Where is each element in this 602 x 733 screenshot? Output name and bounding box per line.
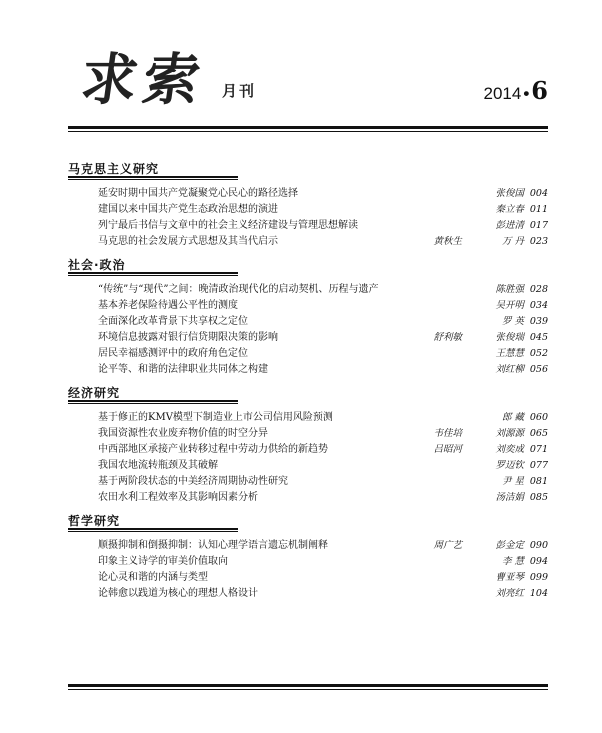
toc-entry[interactable]	[68, 458, 548, 474]
section-header	[68, 384, 548, 410]
toc-entry[interactable]	[68, 314, 548, 330]
article-page: 081	[529, 476, 548, 487]
article-author: 曹亚琴	[495, 572, 524, 583]
section-title: 社会·政治	[68, 258, 126, 272]
toc-entry[interactable]	[68, 234, 548, 250]
article-title: 顺摄抑制和倒摄抑制：认知心理学语言遗忘机制阐释	[98, 540, 328, 551]
article-title: 基本养老保险待遇公平性的测度	[98, 300, 238, 311]
section-rule	[68, 400, 238, 402]
article-author: 张俊国	[495, 188, 524, 199]
article-author: 万 丹	[501, 236, 524, 247]
bottom-rule-thin	[68, 689, 548, 690]
article-author: 彭进清	[495, 220, 524, 231]
toc-entry[interactable]	[68, 298, 548, 314]
article-title: 我国农地流转瓶颈及其破解	[98, 460, 218, 471]
article-page: 023	[529, 236, 548, 247]
section-title: 哲学研究	[68, 514, 121, 528]
section-rule-thin	[68, 179, 238, 180]
toc-entry[interactable]	[68, 490, 548, 506]
toc-entry[interactable]	[68, 202, 548, 218]
article-page: 052	[529, 348, 548, 359]
article-author: 罗迈钦	[495, 460, 524, 471]
article-title: 中西部地区承接产业转移过程中劳动力供给的新趋势	[98, 444, 328, 455]
toc-section	[68, 160, 548, 250]
article-page: 034	[529, 300, 548, 311]
section-title: 马克思主义研究	[68, 162, 160, 176]
issue-separator-dot: •	[523, 84, 530, 103]
toc-entry[interactable]	[68, 426, 548, 442]
article-title: 基于两阶段状态的中美经济周期协动性研究	[98, 476, 288, 487]
toc-entry[interactable]	[68, 218, 548, 234]
masthead	[68, 22, 548, 122]
toc-entry[interactable]	[68, 346, 548, 362]
section-rule	[68, 272, 238, 274]
article-author: 李 慧	[501, 556, 524, 567]
toc-entry[interactable]	[68, 586, 548, 602]
article-page: 060	[529, 412, 548, 423]
toc-section	[68, 384, 548, 506]
toc-section	[68, 256, 548, 378]
article-page: 071	[529, 444, 548, 455]
journal-subtitle: 月刊	[222, 82, 257, 100]
article-author: 张俊瑞	[495, 332, 524, 343]
article-author: 尹 星	[501, 476, 524, 487]
issue-no: 6	[531, 76, 548, 105]
article-page: 085	[529, 492, 548, 503]
section-header	[68, 512, 548, 538]
article-title: 论平等、和谐的法律职业共同体之构建	[98, 364, 268, 375]
article-coauthor: 舒利敏	[433, 332, 462, 343]
article-title: 论韩愈以践道为核心的理想人格设计	[98, 588, 258, 599]
article-author: 刘源源	[495, 428, 524, 439]
section-rule	[68, 528, 238, 530]
toc-entry[interactable]	[68, 362, 548, 378]
article-author: 郎 藏	[501, 412, 524, 423]
article-title: 印象主义诗学的审美价值取向	[98, 556, 228, 567]
section-header	[68, 256, 548, 282]
article-title: 农田水利工程效率及其影响因素分析	[98, 492, 258, 503]
toc-entry[interactable]	[68, 474, 548, 490]
toc-entry[interactable]	[68, 442, 548, 458]
article-author: 吴开明	[495, 300, 524, 311]
article-author: 陈胜强	[495, 284, 524, 295]
article-coauthor: 吕昭河	[433, 444, 462, 455]
article-title: 建国以来中国共产党生态政治思想的演进	[98, 204, 278, 215]
toc-entry[interactable]	[68, 570, 548, 586]
bottom-rule-thick	[68, 684, 548, 687]
article-author: 彭金定	[495, 540, 524, 551]
section-rule-thin	[68, 531, 238, 532]
article-author: 刘红柳	[495, 364, 524, 375]
article-page: 094	[529, 556, 548, 567]
article-author: 刘奕成	[495, 444, 524, 455]
toc-entry[interactable]	[68, 538, 548, 554]
article-author: 王慧慧	[495, 348, 524, 359]
table-of-contents	[68, 160, 548, 608]
article-title: 全面深化改革背景下共享权之定位	[98, 316, 248, 327]
toc-entry[interactable]	[68, 410, 548, 426]
article-author: 汤洁娟	[495, 492, 524, 503]
toc-section	[68, 512, 548, 602]
article-page: 090	[529, 540, 548, 551]
section-rule-thin	[68, 275, 238, 276]
top-rule-thin	[68, 131, 548, 132]
article-coauthor: 韦佳培	[433, 428, 462, 439]
article-page: 017	[529, 220, 548, 231]
toc-entry[interactable]	[68, 554, 548, 570]
article-coauthor: 黄秋生	[433, 236, 462, 247]
article-title: 居民幸福感测评中的政府角色定位	[98, 348, 248, 359]
toc-entry[interactable]	[68, 282, 548, 298]
toc-entry[interactable]	[68, 330, 548, 346]
article-coauthor: 周广艺	[433, 540, 462, 551]
article-page: 028	[529, 284, 548, 295]
section-title: 经济研究	[68, 386, 121, 400]
article-title: 我国资源性农业废弃物价值的时空分异	[98, 428, 268, 439]
article-page: 004	[529, 188, 548, 199]
article-author: 秦立春	[495, 204, 524, 215]
article-author: 罗 英	[501, 316, 524, 327]
article-title: 马克思的社会发展方式思想及其当代启示	[98, 236, 278, 247]
article-page: 056	[529, 364, 548, 375]
article-page: 045	[529, 332, 548, 343]
section-header	[68, 160, 548, 186]
article-title: 基于修正的KMV模型下制造业上市公司信用风险预测	[98, 412, 333, 423]
section-rule-thin	[68, 403, 238, 404]
article-page: 011	[529, 204, 548, 215]
article-author: 刘亮红	[495, 588, 524, 599]
toc-entry[interactable]	[68, 186, 548, 202]
journal-title: 求索	[76, 47, 211, 113]
article-title: 延安时期中国共产党凝聚党心民心的路径选择	[98, 188, 298, 199]
article-page: 077	[529, 460, 548, 471]
article-page: 039	[529, 316, 548, 327]
article-page: 099	[529, 572, 548, 583]
article-page: 104	[529, 588, 548, 599]
issue-number	[484, 76, 548, 105]
top-rule-thick	[68, 126, 548, 129]
article-title: 列宁最后书信与文章中的社会主义经济建设与管理思想解读	[98, 220, 358, 231]
section-rule	[68, 176, 238, 178]
article-title: 环境信息披露对银行信贷期限决策的影响	[98, 332, 278, 343]
article-title: “传统”与“现代”之间：晚清政治现代化的启动契机、历程与遗产	[98, 284, 379, 295]
article-page: 065	[529, 428, 548, 439]
issue-year: 2014	[483, 84, 522, 103]
article-title: 论心灵和谐的内涵与类型	[98, 572, 208, 583]
